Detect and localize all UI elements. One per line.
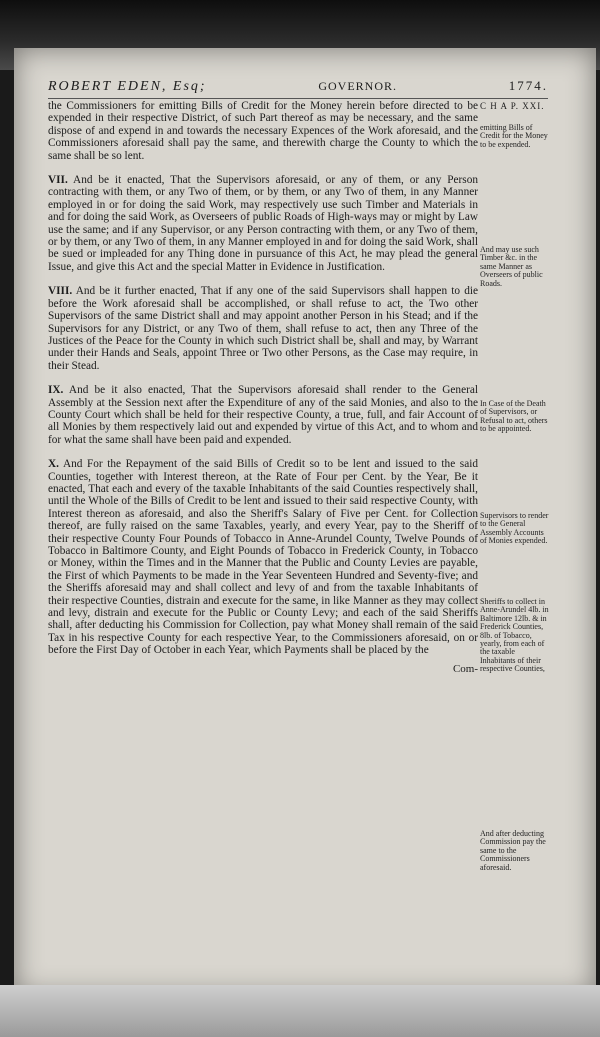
header-title: GOVERNOR.	[318, 79, 397, 93]
section-number: VIII.	[48, 285, 73, 298]
section-x	[48, 458, 478, 657]
scan-bottom-edge	[0, 985, 600, 1037]
margin-note: Supervisors to render to the General Assembly Accounts of Monies expended.	[480, 511, 549, 546]
section-ix	[48, 384, 478, 446]
paragraph-continuation: the Commissioners for emitting Bills of Credit for the Money herein before directed to be expended in their respective District, of such Part thereof as may be necessary, and the same dispose of and expend in and towards the necessary Expences of the Work aforesaid, and the Commissioners aforesaid shall pay the same, and therewith charge the County to which the same shall be so lent.	[48, 100, 478, 162]
body-text	[48, 100, 478, 675]
running-head	[48, 78, 548, 95]
header-name: ROBERT EDEN, Esq;	[48, 79, 207, 94]
section-text: And For the Repayment of the said Bills of Credit so to be lent and issued to the said Counties, together with Interest thereon, at the Rate of Four per Cent. by the Year, Be it enacted, That each and every of the taxable Inhabitants of the said Counties respectively shall, until the Whole of the Bills of Credit to be lent and issued to their said respective County, with Interest thereon as aforesaid, and also the Sheriff's Salary of Five per Cent. for Collection thereof, are fully raised on the same Taxables, yearly, and every Year, pay to the Sheriff of their respective County Four Pounds of Tobacco in Anne-Arundel County, Twelve Pounds of Tobacco in Baltimore County, and Eight Pounds of Tobacco in Frederick County, in Tobacco or Money, within the Times and in the Manner that the Public and County Levies are payable, the First of which Payments to be made in the Year Seventeen Hundred and Seventy-five; and the Sheriffs aforesaid may and shall collect and levy of and from the taxable Inhabitants of their respective Counties, distrain and execute for the same, in like Manner as they may collect and levy, distrain and execute for the Public or County Levy; and each of the said Sheriffs shall, after deducting his Commission for Collection, pay what Money shall remain of the said Tax in his respective County for each respective Year, to the Commissioners aforesaid, on or before the First Day of October in each Year, which Payments shall be placed by the	[48, 458, 478, 657]
section-number: VII.	[48, 174, 68, 187]
header-year: 1774.	[508, 78, 548, 93]
header-rule	[48, 98, 548, 99]
section-text: And be it further enacted, That if any one of the said Supervisors shall happen to die before the Work aforesaid shall be accomplished, or shall refuse to act, the Two other Supervisors of the same District shall and may appoint another Person in his Stead; and if the Supervisors for any District, or any Two of them, shall refuse to act, then any Three of the Justices of the Peace for the County in which such District shall be, shall and may, by Warrant under their Hands and Seals, appoint Three or Two other Persons, as the Case may require, in their Stead.	[48, 285, 478, 372]
section-vii	[48, 174, 478, 273]
section-viii	[48, 285, 478, 372]
margin-note: Sheriffs to collect in Anne-Arundel 4lb. in Baltimore 12lb. & in Frederick Counties, 8lb. of Tobacco, yearly, from each of the taxable Inhabitants of their respective Counties,	[480, 597, 549, 674]
margin-note: In Case of the Death of Supervisors, or Refusal to act, others to be appointed.	[480, 399, 548, 434]
margin-note: And may use such Timber &c. in the same Manner as Overseers of public Roads.	[480, 245, 543, 288]
catchword: Com-	[452, 662, 478, 675]
margin-note: And after deducting Commission pay the same to the Commissioners aforesaid.	[480, 829, 546, 872]
section-number: X.	[48, 458, 59, 471]
section-number: IX.	[48, 384, 64, 397]
margin-chapter: C H A P. XXI.	[480, 101, 545, 111]
section-text: And be it enacted, That the Supervisors aforesaid, or any of them, or any Person contracting with them, or any Two of them, or by them, or any Two of them, in any Manner employed in or for doing the said Work, may respectively use such Timber and Materials in and for doing the said Work, as Overseers of public Roads of High-ways may or might by Law use the same; and if any Supervisor, or any Person contracting with them, or any Two of them, or by them, or any Two of them, in any Manner employed in and for doing the said Work, shall be sued or impleaded for any Thing done in pursuance of this Act, he may plead the general Issue, and give this Act and the special Matter in Evidence in Justification.	[48, 174, 478, 273]
section-text: And be it also enacted, That the Supervisors aforesaid shall render to the General Assembly at the Session next after the Expenditure of any of the said Monies, and also to the County Court which shall be held for their respective County, a true, full, and fair Account of all Monies by them respectively laid out and expended by virtue of this Act, and to whom and for what the same shall have been paid and expended.	[48, 384, 478, 446]
margin-note: emitting Bills of Credit for the Money to be expended.	[480, 123, 548, 149]
